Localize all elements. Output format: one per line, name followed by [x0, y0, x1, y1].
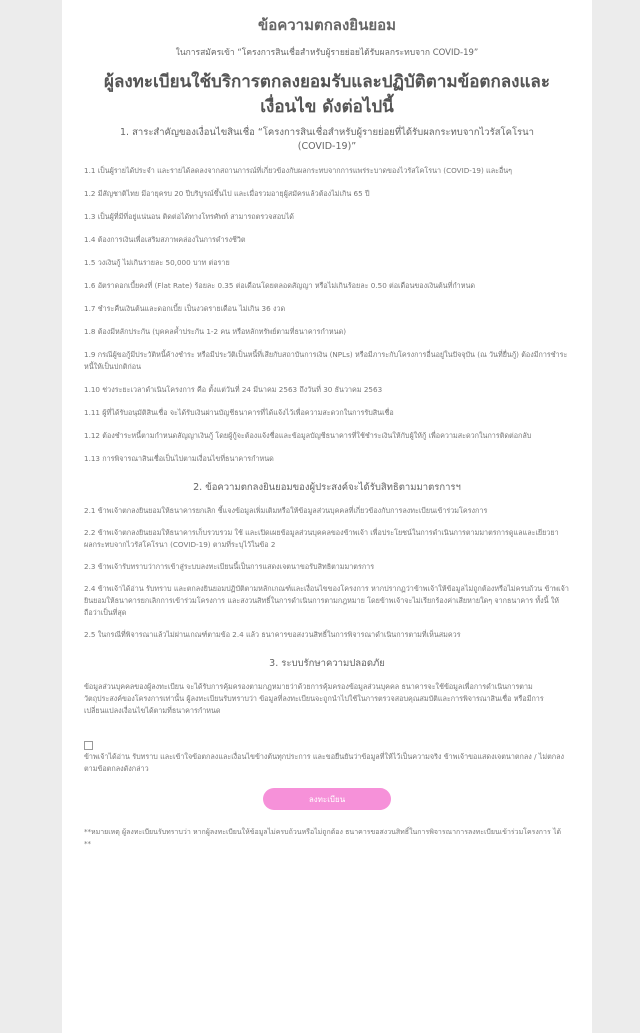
project-subtitle: ในการสมัครเข้า “โครงการสินเชื่อสำหรับผู้รายย่อยได้รับผลกระทบจาก COVID-19” [175, 48, 479, 58]
section-2-paragraph: 2.5 ในกรณีที่พิจารณาแล้วไม่ผ่านเกณฑ์ตามข้อ 2.4 แล้ว ธนาคารขอสงวนสิทธิ์ในการพิจารณาดำเนินการตามที่เห็นสมควร [84, 630, 461, 639]
list-item: 1.4 ต้องการเงินเพื่อเสริมสภาพคล่องในการดำรงชีวิต [84, 235, 246, 244]
section-3 [84, 657, 570, 717]
list-item: 1.5 วงเงินกู้ ไม่เกินรายละ 50,000 บาท ต่อราย [84, 258, 230, 267]
agreement-page [62, 0, 592, 1033]
page-title: ข้อความตกลงยินยอม [257, 16, 397, 34]
register-button[interactable]: ลงทะเบียน [263, 788, 391, 810]
list-item: 1.8 ต้องมีหลักประกัน (บุคคลค้ำประกัน 1-2 คน หรือหลักทรัพย์ตามที่ธนาคารกำหนด) [84, 327, 347, 336]
list-item: 1.12 ต้องชำระหนี้ตามกำหนดสัญญาเงินกู้ โดยผู้กู้จะต้องแจ้งชื่อและข้อมูลบัญชีธนาคารที่ใช้ชำระเงินให้กับผู้ให้กู้ เพื่อความสะดวกในการติดต่อกลับ [84, 431, 532, 440]
footer-note: **หมายเหตุ ผู้ลงทะเบียนรับทราบว่า หากผู้ลงทะเบียนให้ข้อมูลไม่ครบถ้วนหรือไม่ถูกต้อง ธนาคารขอสงวนสิทธิ์ในการพิจารณาการลงทะเบียนเข้าร่วมโครงการ ได้ ** [84, 828, 562, 848]
section-2-paragraph: 2.4 ข้าพเจ้าได้อ่าน รับทราบ และตกลงยินยอมปฏิบัติตามหลักเกณฑ์และเงื่อนไขของโครงการ หากปรากฏว่าข้าพเจ้าให้ข้อมูลไม่ถูกต้องหรือไม่ครบถ้วน ข้าพเจ้ายินยอมให้ธนาคารยกเลิกการเข้าร่วมโครงการ และสงวนสิทธิ์ในการดำเนินการตามกฎหมาย โดยข้าพเจ้าจะไม่เรียกร้องค่าเสียหายใดๆ จากธนาคาร ทั้งนี้ ให้ถือว่าเป็นที่สุด [84, 584, 569, 617]
section-2-paragraph: 2.2 ข้าพเจ้าตกลงยินยอมให้ธนาคารเก็บรวบรวม ใช้ และเปิดเผยข้อมูลส่วนบุคคลของข้าพเจ้า เพื่อประโยชน์ในการดำเนินการตามมาตรการดูแลและเยียวยาผลกระทบจากไวรัสโคโรนา (COVID-19) ตามที่ระบุไว้ในข้อ 2 [84, 528, 559, 549]
section-1-items [84, 165, 570, 465]
list-item: 1.13 การพิจารณาสินเชื่อเป็นไปตามเงื่อนไขที่ธนาคารกำหนด [84, 454, 274, 463]
list-item: 1.7 ชำระคืนเงินต้นและดอกเบี้ย เป็นงวดรายเดือน ไม่เกิน 36 งวด [84, 304, 286, 313]
list-item: 1.11 ผู้ที่ได้รับอนุมัติสินเชื่อ จะได้รับเงินผ่านบัญชีธนาคารที่ได้แจ้งไว้เพื่อความสะดวกในการรับสินเชื่อ [84, 408, 394, 417]
section-2-paragraph: 2.1 ข้าพเจ้าตกลงยินยอมให้ธนาคารยกเลิก ชี้แจงข้อมูลเพิ่มเติมหรือให้ข้อมูลส่วนบุคคลที่เกี่ยวข้องกับการลงทะเบียนเข้าร่วมโครงการ [84, 506, 488, 515]
section-2-title: 2. ข้อความตกลงยินยอมของผู้ประสงค์จะได้รับสิทธิตามมาตรการฯ [193, 482, 461, 493]
consent-checkbox[interactable] [84, 741, 93, 750]
consent-text: ข้าพเจ้าได้อ่าน รับทราบ และเข้าใจข้อตกลงและเงื่อนไขข้างต้นทุกประการ และขอยืนยันว่าข้อมูลที่ให้ไว้เป็นความจริง ข้าพเจ้าขอแสดงเจตนาตกลง / ไม่ตกลงตามข้อตกลงดังกล่าว [84, 752, 565, 773]
section-2 [84, 481, 570, 641]
section-3-paragraph: ข้อมูลส่วนบุคคลของผู้ลงทะเบียน จะได้รับการคุ้มครองตามกฎหมายว่าด้วยการคุ้มครองข้อมูลส่วนบุคคล ธนาคารจะใช้ข้อมูลเพื่อการดำเนินการตามวัตถุประสงค์ของโครงการเท่านั้น ผู้ลงทะเบียนรับทราบว่า ข้อมูลที่ลงทะเบียนจะถูกนำไปใช้ในการตรวจสอบคุณสมบัติและการพิจารณาสินเชื่อ หรือมีการเปลี่ยนแปลงเงื่อนไขได้ตามที่ธนาคารกำหนด [84, 682, 544, 715]
section-1 [84, 126, 570, 465]
list-item: 1.6 อัตราดอกเบี้ยคงที่ (Flat Rate) ร้อยละ 0.35 ต่อเดือนโดยตลอดสัญญา หรือไม่เกินร้อยละ 0.50 ต่อเดือนของเงินต้นที่กำหนด [84, 281, 476, 290]
list-item: 1.3 เป็นผู้ที่มีที่อยู่แน่นอน ติดต่อได้ทางโทรศัพท์ สามารถตรวจสอบได้ [84, 212, 294, 221]
section-2-paragraph: 2.3 ข้าพเจ้ารับทราบว่าการเข้าสู่ระบบลงทะเบียนนี้เป็นการแสดงเจตนาขอรับสิทธิตามมาตรการ [84, 562, 375, 571]
list-item: 1.1 เป็นผู้รายได้ประจำ และรายได้ลดลงจากสถานการณ์ที่เกี่ยวข้องกับผลกระทบจากการแพร่ระบาดของไวรัสโคโรนา (COVID-19) และอื่นๆ [84, 166, 513, 175]
section-1-title: 1. สาระสำคัญของเงื่อนไขสินเชื่อ “โครงการสินเชื่อสำหรับผู้รายย่อยที่ได้รับผลกระทบจากไวรัสโคโรนา (COVID-19)” [120, 127, 534, 152]
section-3-title: 3. ระบบรักษาความปลอดภัย [269, 658, 385, 669]
list-item: 1.2 มีสัญชาติไทย มีอายุครบ 20 ปีบริบูรณ์ขึ้นไป และเมื่อรวมอายุผู้สมัครแล้วต้องไม่เกิน 65 ปี [84, 189, 370, 198]
main-heading: ผู้ลงทะเบียนใช้บริการตกลงยอมรับและปฏิบัติตามข้อตกลงและเงื่อนไข ดังต่อไปนี้ [103, 72, 550, 117]
button-wrap [84, 787, 570, 810]
list-item: 1.10 ช่วงระยะเวลาดำเนินโครงการ คือ ตั้งแต่วันที่ 24 มีนาคม 2563 ถึงวันที่ 30 ธันวาคม 2563 [84, 385, 383, 394]
consent-checkbox-row [84, 735, 570, 747]
list-item: 1.9 กรณีผู้ขอกู้มีประวัติหนี้ค้างชำระ หรือมีประวัติเป็นหนี้ที่เสียกับสถาบันการเงิน (NPLs) หรือมีภาระกับโครงการอื่นอยู่ในปัจจุบัน (ณ วันที่ยื่นกู้) ต้องมีการชำระหนี้ให้เป็นปกติก่อน [84, 350, 568, 371]
